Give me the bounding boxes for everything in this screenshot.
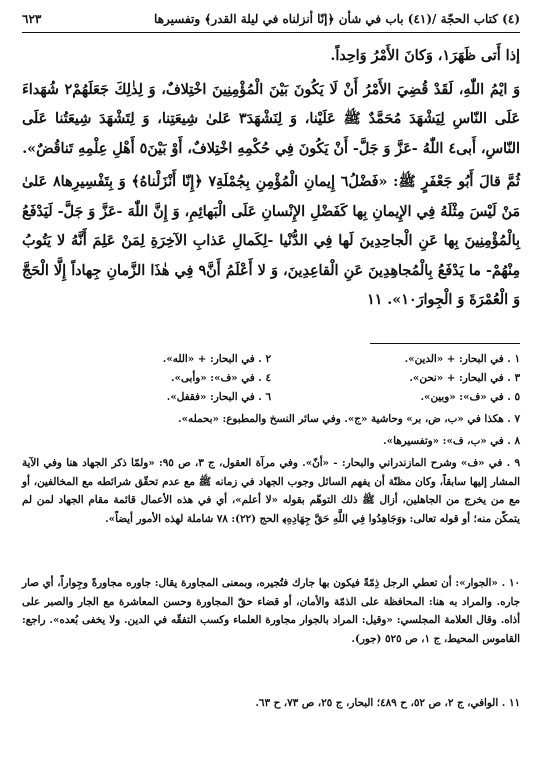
footnote-8: ٨ . في «ب، ف»: «وتفسيرها». — [383, 435, 520, 447]
footnote-5: ٥ . في «ف»: «وبين». — [420, 391, 520, 403]
footnote-separator — [370, 343, 520, 344]
footnote-9: ٩ . في «ف» وشرح المازندراني والبحار: - «أنّ». وفي مرآة العقول، ج ٣، ص ٩٥: «ولمّا ذكر الجهاد هنا وفي الآية المشار إليها سابقاً، وكان مظنّة أن يفهم السائل وجوب الجهاد في زمانه ﷺ مع عدم تحقّق شرائطه مع المخالفين، أو مع من يخرج من الجاهلين، أزال ﷺ ذلك التوهّم بقوله «لا أعلم»، أي في هذه الأعمال قائمة مقام الجهاد لمن لم يتمكّن منه؛ أو قوله تعالى: ﴿وَجَاهِدُوا فِي اللَّهِ حَقَّ جِهَادِهِ﴾ الحج (٢٢): ٧٨ شاملة لهذه الأمور أيضاً». — [22, 457, 520, 525]
main-text — [22, 42, 520, 316]
header-rule — [22, 32, 520, 33]
footnote-row — [22, 388, 520, 407]
footnote-2: ٢ . في البحار: + «الله». — [162, 353, 271, 365]
paragraph-2: وَ ايْمُ اللّٰهِ، لَقَدْ قُضِيَ الأَمْرُ أَنْ لَا يَكُونَ بَيْنَ الْمُؤْمِنِينَ اخْتِلافٌ، وَ لِذٰلِكَ جَعَلَهُمْ٢ شُهَداءَ عَلَى النّاسِ لِيَشْهَدَ مُحَمَّدٌ ﷺ عَلَيْنا، وَ لِنَشْهَدَ٣ عَلىٰ شِيعَتِنا، وَ لِتَشْهَدَ شِيعَتُنا عَلَى النّاسِ، أَبى٤ اللّٰهُ -عَزَّ وَ جَلَّ- أَنْ يَكُونَ فِي حُكْمِهِ اخْتِلافٌ، أَوْ بَيْنَ٥ أَهْلِ عِلْمِهِ تَناقُضٌ». — [22, 81, 520, 157]
paragraph-1: إذا أَتى ظَهَرَ١، وَكانَ الأَمْرُ وَاحِداً. — [330, 48, 520, 64]
footnote-3: ٣ . في البحار: + «نحن». — [409, 372, 520, 384]
footnote-7: ٧ . هكذا في «ب، ض، بر» وحاشية «ج». وفي سائر النسخ والمطبوع: «بحمله». — [178, 413, 520, 425]
running-header — [22, 8, 520, 30]
footnotes-short — [22, 350, 520, 407]
footnote-10: ١٠ . «الجوار»: أن تعطي الرجل ذِمّةً فيكون بها جارك فتُجيره، وبمعنى المجاورة يقال: جاوره مجاورةً وجِواراً، أي صار جاره. والمراد به هنا: المحافظة على الذمّة والأمان، أو قضاء حقّ المجاورة وحسن المعاشرة مع الجار والصبر على أذاه. وقال العلامة المجلسي: «وقيل: المراد بالجوار مجاورة العلماء وكسب التفقّه في الدين. ولا يخفى بُعده». راجع: القاموس المحيط، ج ١، ص ٥٢٥ (جور). — [22, 577, 520, 645]
footnote-4: ٤ . في «ف»: «وأبى». — [170, 372, 271, 384]
footnote-row — [22, 369, 520, 388]
footnote-1: ١ . في البحار: + «الدين». — [404, 353, 520, 365]
footnote-11: ١١ . الوافي، ج ٢، ص ٥٢، ح ٤٨٩؛ البحار، ج ٢٥، ص ٧٣، ح ٦٣. — [255, 697, 520, 709]
paragraph-3: ثُمَّ قالَ أَبُو جَعْفَرٍ ﷺ: «فَضْلُ٦ إِيمانِ الْمُؤْمِنِ بِجُمْلَةِ٧ ﴿إِنّا أَنْزَلْناهُ﴾ وَ بِتَفْسِيرِها٨ عَلىٰ مَنْ لَيْسَ مِثْلَهُ فِي الإِيمانِ بِها كَفَضْلِ الإِنْسانِ عَلَى الْبَهائِمِ، وَ إِنَّ اللّٰهَ -عَزَّ وَ جَلَّ- لَيَدْفَعُ بِالْمُؤْمِنِينَ بِها عَنِ الْجاحِدِينَ لَها فِي الدُّنْيا -لِكَمالِ عَذابِ الآخِرَةِ لِمَنْ عَلِمَ أَنَّهُ لا يَتُوبُ مِنْهُمْ- ما يَدْفَعُ بِالْمُجاهِدِينَ عَنِ الْقاعِدِينَ، وَ لا أَعْلَمُ أَنَّ٩ فِي هٰذَا الزَّمانِ جِهاداً إِلَّا الْحَجَّ وَ الْعُمْرَةَ وَ الْجِوارَ١٠». ١١ — [22, 174, 520, 308]
footnote-row — [22, 350, 520, 369]
footnote-6: ٦ . في البحار: «فقفل». — [166, 391, 271, 403]
header-title: (٤) كتاب الحجّة /(٤١) باب في شأن ﴿إنّا أنزلناه في ليلة القدر﴾ وتفسيرها — [154, 12, 520, 26]
page-number: ٦٢٣ — [22, 12, 42, 26]
